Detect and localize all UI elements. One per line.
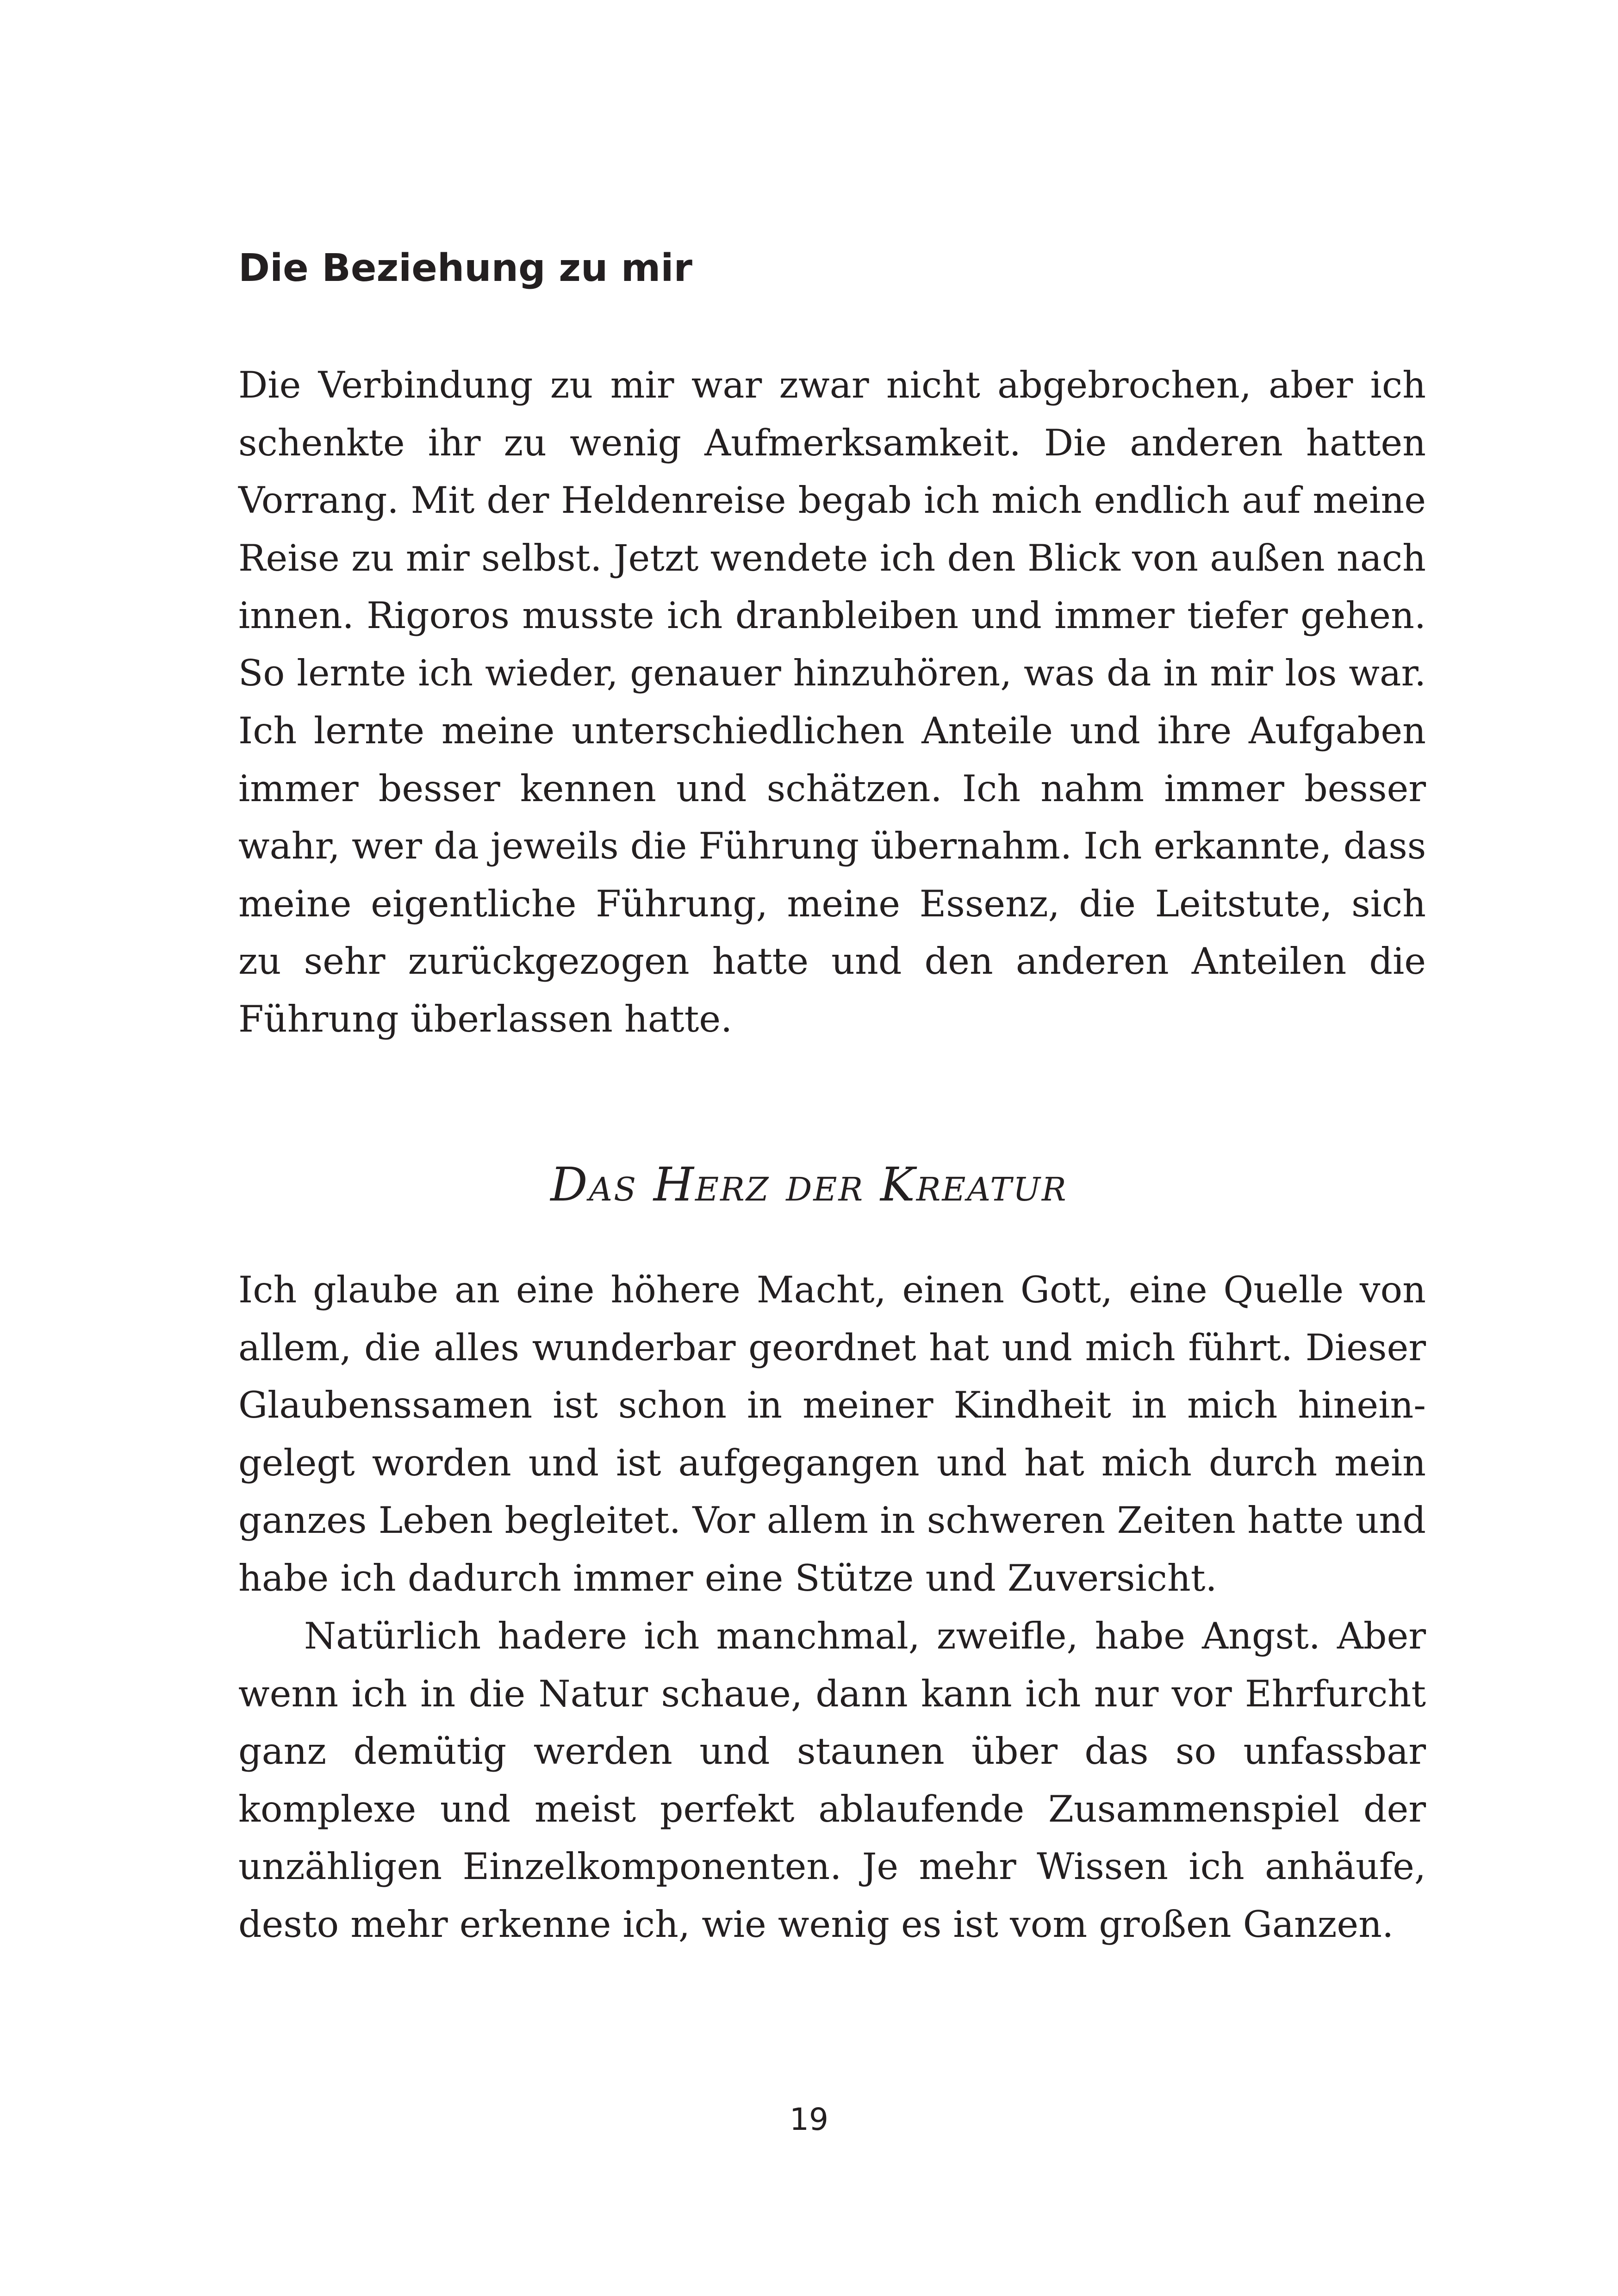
text-line: Reise zu mir selbst. Jetzt wendete ich den Blick von außen nach bbox=[238, 536, 1426, 579]
text-line: Natürlich hadere ich manchmal, zweifle, habe Angst. Aber bbox=[304, 1615, 1426, 1657]
text-line: desto mehr erkenne ich, wie wenig es ist vom großen Ganzen. bbox=[238, 1903, 1394, 1946]
text-line: Die Verbindung zu mir war zwar nicht abgebrochen, aber ich bbox=[238, 364, 1426, 406]
text-line: immer besser kennen und schätzen. Ich nahm immer besser bbox=[238, 767, 1426, 810]
text-line: gelegt worden und ist aufgegangen und hat mich durch mein bbox=[238, 1441, 1426, 1484]
text-line: wenn ich in die Natur schaue, dann kann ich nur vor Ehrfurcht bbox=[238, 1672, 1426, 1715]
text-line: schenkte ihr zu wenig Aufmerksamkeit. Die anderen hatten bbox=[238, 421, 1426, 464]
text-line: habe ich dadurch immer eine Stütze und Zuversicht. bbox=[238, 1556, 1217, 1599]
text-line: zu sehr zurückgezogen hatte und den anderen Anteilen die bbox=[238, 940, 1426, 983]
text-line: Glaubenssamen ist schon in meiner Kindheit in mich hinein- bbox=[238, 1384, 1426, 1426]
text-line: Führung überlassen hatte. bbox=[238, 997, 733, 1040]
text-line: ganz demütig werden und staunen über das so unfassbar bbox=[238, 1730, 1426, 1773]
text-line: Ich glaube an eine höhere Macht, einen Gott, eine Quelle von bbox=[238, 1269, 1426, 1311]
page-number: 19 bbox=[790, 2102, 828, 2137]
text-line: So lernte ich wieder, genauer hinzuhören, was da in mir los war. bbox=[238, 652, 1426, 694]
text-line: Ich lernte meine unterschiedlichen Anteile und ihre Aufgaben bbox=[238, 709, 1426, 752]
text-line: Vorrang. Mit der Heldenreise begab ich mich endlich auf meine bbox=[238, 479, 1426, 522]
text-line: unzähligen Einzelkomponenten. Je mehr Wissen ich anhäufe, bbox=[238, 1845, 1426, 1888]
subsection-heading: Die Beziehung zu mir bbox=[238, 246, 692, 290]
text-line: meine eigentliche Führung, meine Essenz, die Leitstute, sich bbox=[238, 882, 1426, 925]
paragraph-belief bbox=[238, 1261, 1426, 1607]
paragraph-relationship bbox=[238, 356, 1426, 1048]
text-line: innen. Rigoros musste ich dranbleiben und immer tiefer gehen. bbox=[238, 594, 1426, 637]
section-title: Das Herz der Kreatur bbox=[550, 1157, 1068, 1212]
text-line: ganzes Leben begleitet. Vor allem in schweren Zeiten hatte und bbox=[238, 1499, 1426, 1542]
text-line: wahr, wer da jeweils die Führung übernahm. Ich erkannte, dass bbox=[238, 825, 1426, 867]
text-line: allem, die alles wunderbar geordnet hat und mich führt. Dieser bbox=[238, 1326, 1426, 1369]
paragraph-nature bbox=[238, 1607, 1426, 1953]
text-line: komplexe und meist perfekt ablaufende Zusammenspiel der bbox=[238, 1787, 1426, 1830]
